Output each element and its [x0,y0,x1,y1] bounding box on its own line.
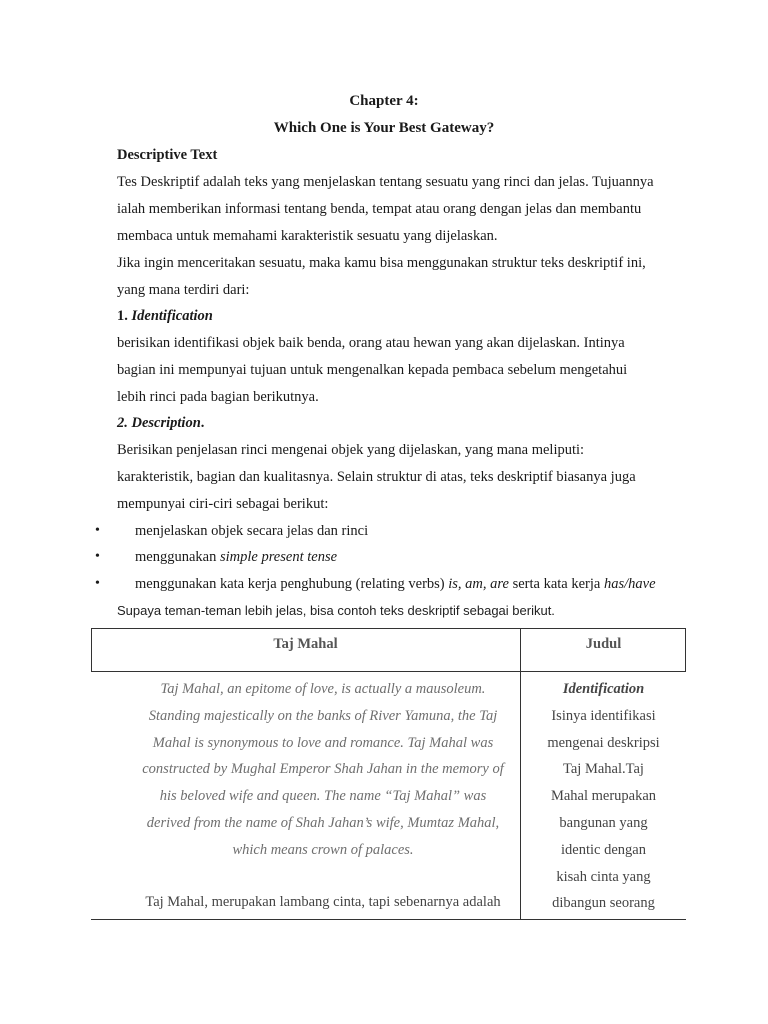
intro-line: membaca untuk memahami karakteristik sesuatu yang dijelaskan. [117,228,498,244]
section-heading: Descriptive Text [117,147,218,163]
table-header-text-column: Taj Mahal [273,636,338,652]
text-line: his beloved wife and queen. The name “Taj Mahal” was [159,788,487,805]
text-line: constructed by Mughal Emperor Shah Jahan in the memory of [142,761,504,778]
text-line: Mahal is synonymous to love and romance. Taj Mahal was [152,734,494,751]
chapter-title: Which One is Your Best Gateway? [273,120,495,136]
structure-label: Identification [562,681,645,697]
example-intro: Supaya teman-teman lebih jelas, bisa contoh teks deskriptif sebagai berikut. [117,603,555,618]
description-line: karakteristik, bagian dan kualitasnya. Selain struktur di atas, teks deskriptif biasanya juga [117,469,636,485]
intro-line: Jika ingin menceritakan sesuatu, maka kamu bisa menggunakan struktur teks deskriptif ini, [117,255,646,271]
text-line: kisah cinta yang [556,868,651,885]
intro-line: ialah memberikan informasi tentang benda, tempat atau orang dengan jelas dan membantu [117,201,642,217]
table-border-bottom [91,919,686,920]
structure-explanation [521,676,686,917]
text-line: Isinya identifikasi [551,707,656,724]
intro-line: yang mana terdiri dari: [117,282,250,298]
identification-line: berisikan identifikasi objek baik benda, orang atau hewan yang akan dijelaskan. Intinya [117,335,625,351]
bullet-item: menjelaskan objek secara jelas dan rinci [135,523,369,539]
item-title: 2. Description [117,415,201,431]
table-border-top [91,628,686,629]
bullet-marker: • [95,523,100,538]
bullet-text: serta kata kerja [508,576,604,592]
indonesian-paragraph-line: Taj Mahal, merupakan lambang cinta, tapi sebenarnya adalah [145,894,501,910]
bullet-marker: • [95,576,100,591]
intro-line: Tes Deskriptif adalah teks yang menjelaskan tentang sesuatu yang rinci dan jelas. Tujuannya [117,174,654,190]
text-line: bangunan yang [559,814,648,831]
bullet-emphasis: simple present tense [219,549,338,565]
text-line: Standing majestically on the banks of River Yamuna, the Taj [148,707,498,724]
english-paragraph [91,676,555,864]
text-line: Taj Mahal.Taj [563,761,644,778]
text-line: derived from the name of Shah Jahan’s wife, Mumtaz Mahal, [146,814,500,831]
example-table [91,628,686,920]
text-line: identic dengan [561,841,646,858]
bullet-item [135,576,656,593]
text-line: mengenai deskripsi [547,734,660,751]
bullet-text: menggunakan [135,549,220,565]
table-header-title-column: Judul [585,636,622,652]
text-line: Mahal merupakan [550,788,657,805]
description-line: mempunyai ciri-ciri sebagai berikut: [117,496,329,512]
table-header-divider [91,671,686,672]
structure-item-description-heading [117,415,204,432]
item-number: 1. [117,308,128,324]
identification-line: bagian ini mempunyai tujuan untuk mengenalkan kepada pembaca sebelum mengetahui [117,362,628,378]
identification-line: lebih rinci pada bagian berikutnya. [117,389,319,405]
text-line: Taj Mahal, an epitome of love, is actually a mausoleum. [160,681,486,697]
bullet-emphasis: has/have [603,576,656,592]
description-line: Berisikan penjelasan rinci mengenai objek yang dijelaskan, yang mana meliputi: [117,442,585,458]
item-title-dot: . [200,415,205,431]
structure-item-identification-heading [117,308,213,325]
text-line: dibangun seorang [552,895,655,912]
item-title: Identification [131,308,213,324]
bullet-emphasis: is, am, are [448,576,509,592]
bullet-marker: • [95,549,100,564]
bullet-text: menggunakan kata kerja penghubung (relating verbs) [135,576,449,592]
chapter-number: Chapter 4: [349,93,419,109]
text-line: which means crown of palaces. [232,841,414,858]
bullet-item [135,549,337,566]
